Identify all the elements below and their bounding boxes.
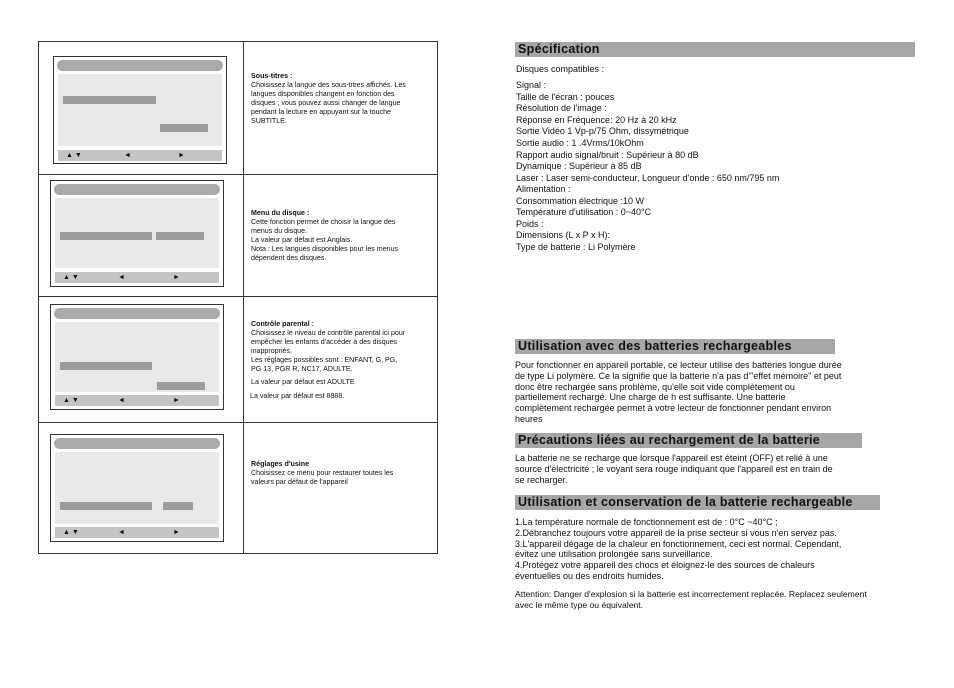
screen-title-bar bbox=[57, 60, 223, 71]
spec-line: Sortie audio : 1 .4Vrms/10kOhm bbox=[516, 137, 644, 148]
spec-group-power bbox=[516, 184, 651, 254]
left-arrow-icon: ◄ bbox=[118, 397, 125, 404]
text-line: Choisissez ce menu pour restaurer toutes les bbox=[251, 469, 394, 477]
spec-line: Réponse en Fréquence: 20 Hz à 20 kHz bbox=[516, 114, 677, 125]
screen-title-bar bbox=[54, 438, 220, 449]
spec-line: Dimensions (L x P x H): bbox=[516, 230, 611, 241]
selected-menu-item bbox=[60, 232, 152, 240]
table-row-factory-reset bbox=[39, 422, 437, 553]
screen-nav-bar bbox=[58, 150, 222, 161]
description-disc-menu bbox=[251, 209, 435, 263]
spec-line: Disques compatibles : bbox=[516, 64, 605, 74]
left-arrow-icon: ◄ bbox=[118, 274, 125, 281]
spec-line: Type de batterie : Li Polymère bbox=[516, 241, 636, 252]
text-line: Choisissez le niveau de contrôle parental ici pour bbox=[251, 329, 406, 337]
text-line: se recharger. bbox=[515, 474, 568, 485]
selected-menu-item bbox=[60, 362, 152, 370]
menu-screen-subtitles bbox=[53, 56, 227, 164]
list-item: éventuelles ou des endroits humides. bbox=[515, 570, 664, 581]
heading: Menu du disque : bbox=[251, 209, 310, 217]
list-item: 3.L'appareil dégage de la chaleur en fonctionnement, ceci est normal. Cependant, bbox=[515, 538, 842, 549]
text-line: heures bbox=[515, 413, 543, 424]
text-line: Cette fonction permet de choisir la langue des bbox=[251, 218, 396, 226]
text-line: Choisissez la langue des sous-titres affichés. Les bbox=[251, 81, 406, 89]
spec-line: Température d'utilisation : 0~40°C bbox=[516, 207, 652, 218]
updown-arrows-icon: ▲ ▼ bbox=[66, 152, 82, 159]
screen-content-area bbox=[58, 74, 222, 146]
paragraph-conservation bbox=[515, 517, 900, 582]
updown-arrows-icon: ▲ ▼ bbox=[63, 274, 79, 281]
text-line: Attention: Danger d'explosion si la batterie est incorrectement replacée. Replacez seulement bbox=[515, 589, 867, 599]
section-heading-battery-use: Utilisation avec des batteries rechargeables bbox=[515, 339, 835, 354]
text-line: Les réglages possibles sont : ENFANT, G, PG, bbox=[251, 356, 398, 364]
screen-nav-bar bbox=[55, 527, 219, 538]
menu-screen-factory bbox=[50, 434, 224, 542]
heading: Réglages d'usine bbox=[251, 460, 310, 468]
list-item: 4.Protégez votre appareil des chocs et éloignez-le des sources de chaleurs bbox=[515, 560, 815, 571]
spec-line: Poids : bbox=[516, 218, 544, 229]
table-row-subtitles bbox=[39, 42, 437, 175]
text-line: Nota : Les langues disponibles pour les menus bbox=[251, 245, 399, 253]
text-line: menus du disque. bbox=[251, 227, 307, 235]
right-arrow-icon: ► bbox=[173, 529, 180, 536]
spec-line: Rapport audio signal/bruit : Supérieur à 80 dB bbox=[516, 149, 699, 160]
menu-screen-disc-menu bbox=[50, 180, 224, 287]
attention-warning bbox=[515, 589, 900, 611]
spec-line: Résolution de l'image : bbox=[516, 103, 607, 114]
description-factory bbox=[251, 460, 435, 487]
left-arrow-icon: ◄ bbox=[124, 152, 131, 159]
text-line: pendant la lecture en appuyant sur la touche bbox=[251, 108, 392, 116]
screen-content-area bbox=[55, 322, 219, 392]
spec-line: Laser : Laser semi-conducteur, Longueur d'onde : 650 nm/795 nm bbox=[516, 172, 780, 183]
section-heading-specification: Spécification bbox=[515, 42, 915, 57]
selected-menu-item bbox=[60, 502, 152, 510]
section-heading-conservation: Utilisation et conservation de la batterie rechargeable bbox=[515, 495, 880, 510]
heading: Sous-titres : bbox=[251, 72, 293, 80]
screen-content-area bbox=[55, 198, 219, 268]
default-value-text: La valeur par défaut est 8888. bbox=[250, 392, 345, 400]
right-arrow-icon: ► bbox=[173, 274, 180, 281]
selected-value bbox=[160, 124, 208, 132]
spec-line: Dynamique : Supérieur à 85 dB bbox=[516, 161, 642, 172]
text-line: PG 13, PGR R, NC17, ADULTE. bbox=[251, 365, 353, 373]
spec-line: Taille de l'écran : pouces bbox=[516, 91, 615, 102]
updown-arrows-icon: ▲ ▼ bbox=[63, 397, 79, 404]
description-parental bbox=[251, 320, 435, 401]
text-line: Pour fonctionner en appareil portable, ce lecteur utilise des batteries longue durée bbox=[515, 360, 842, 370]
text-line: valeurs par défaut de l'appareil bbox=[251, 478, 348, 486]
screen-nav-bar bbox=[55, 395, 219, 406]
paragraph-battery-use bbox=[515, 360, 900, 425]
spec-group-signal bbox=[516, 80, 779, 184]
spec-group-discs bbox=[516, 64, 604, 76]
screen-nav-bar bbox=[55, 272, 219, 283]
spec-line: Sortie Vidéo 1 Vp-p/75 Ohm, dissymétrique bbox=[516, 126, 689, 137]
text-line: complètement rechargée permet à votre lecteur de fonctionner pendant environ bbox=[515, 403, 832, 414]
selected-value bbox=[157, 382, 205, 390]
right-arrow-icon: ► bbox=[178, 152, 185, 159]
selected-menu-item bbox=[63, 96, 156, 104]
text-line: La batterie ne se recharge que lorsque l'appareil est éteint (OFF) et relié à une bbox=[515, 453, 828, 463]
screen-title-bar bbox=[54, 308, 220, 319]
text-line: disques ; vous pouvez aussi changer de langue bbox=[251, 99, 401, 107]
list-item: 1.La température normale de fonctionnement est de : 0°C ~40°C ; bbox=[515, 517, 778, 527]
text-line: partiellement rechargé. Une charge de h est suffisante. Une batterie bbox=[515, 392, 786, 403]
selected-value bbox=[156, 232, 204, 240]
settings-table bbox=[38, 41, 438, 554]
spec-line: Signal : bbox=[516, 80, 547, 90]
text-line: source d'électricité ; le voyant sera rouge indiquant que l'appareil est en train de bbox=[515, 463, 833, 474]
table-row-disc-menu bbox=[39, 174, 437, 297]
text-line: La valeur par défaut est Anglais. bbox=[251, 236, 353, 244]
text-line: empêcher les enfants d'accéder à des disques bbox=[251, 338, 398, 346]
text-line: SUBTITLE. bbox=[251, 117, 287, 125]
text-line: inappropriés. bbox=[251, 347, 293, 355]
section-heading-precautions: Précautions liées au rechargement de la batterie bbox=[515, 433, 862, 448]
text-line: avec le même type ou équivalent. bbox=[515, 599, 644, 610]
list-item: évitez une utilisation prolongée sans surveillance. bbox=[515, 549, 713, 560]
right-arrow-icon: ► bbox=[173, 397, 180, 404]
default-value-text: La valeur par défaut est ADULTE bbox=[251, 378, 355, 386]
screen-title-bar bbox=[54, 184, 220, 195]
description-subtitles bbox=[251, 72, 435, 126]
screen-content-area bbox=[55, 452, 219, 524]
list-item: 2.Débranchez toujours votre appareil de la prise secteur si vous n'en servez pas. bbox=[515, 527, 837, 538]
selected-value bbox=[163, 502, 193, 510]
heading: Contrôle parental : bbox=[251, 320, 315, 328]
updown-arrows-icon: ▲ ▼ bbox=[63, 529, 79, 536]
spec-line: Consommation électrique :10 W bbox=[516, 195, 645, 206]
text-line: langues disponibles changent en fonction des bbox=[251, 90, 395, 98]
text-line: dépendent des disques. bbox=[251, 254, 327, 262]
menu-screen-parental bbox=[50, 304, 224, 410]
spec-line: Alimentation : bbox=[516, 184, 571, 194]
text-line: de type Li polymère. Ce la signifie que la batterie n'a pas d'"effet mémoire" et peut bbox=[515, 370, 842, 381]
text-line: donc être rechargée sans problème, qu'elle soit vide complètement ou bbox=[515, 381, 795, 392]
paragraph-precautions bbox=[515, 453, 900, 485]
left-arrow-icon: ◄ bbox=[118, 529, 125, 536]
table-row-parental-control bbox=[39, 296, 437, 423]
